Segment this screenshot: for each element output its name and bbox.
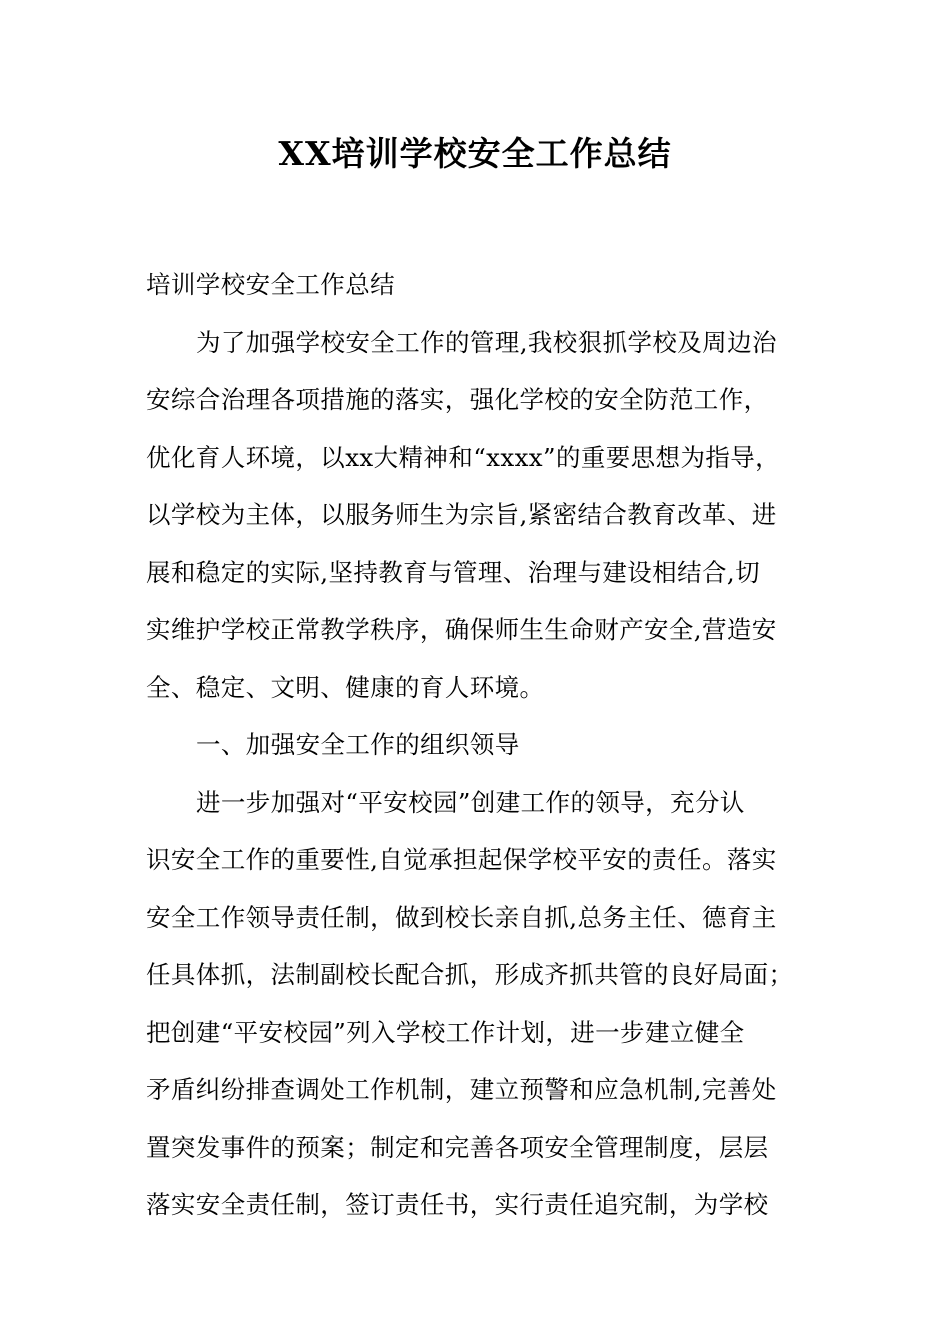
text-line: 落实安全责任制，签订责任书，实行责任追究制，为学校 xyxy=(146,1190,769,1219)
document-body xyxy=(146,256,826,1234)
text-line: 任具体抓，法制副校长配合抓，形成齐抓共管的良好局面； xyxy=(146,960,794,989)
text-line: 矛盾纠纷排查调处工作机制，建立预警和应急机制,完善处 xyxy=(146,1075,777,1104)
text-line: 展和稳定的实际,坚持教育与管理、治理与建设相结合,切 xyxy=(146,557,760,587)
text-line: 以学校为主体，以服务师生为宗旨,紧密结合教育改革、进 xyxy=(146,500,777,529)
text-line: 把创建“平安校园”列入学校工作计划，进一步建立健全 xyxy=(146,1017,745,1047)
text-line: 全、稳定、文明、健康的育人环境。 xyxy=(146,672,545,702)
text-line: 识安全工作的重要性,自觉承担起保学校平安的责任。落实 xyxy=(146,845,777,874)
document-title: XX培训学校安全工作总结 xyxy=(278,134,672,173)
section-heading: 一、加强安全工作的组织领导 xyxy=(196,730,520,759)
text-line: 置突发事件的预案；制定和完善各项安全管理制度，层层 xyxy=(146,1132,769,1162)
text-line: 培训学校安全工作总结 xyxy=(146,270,395,299)
text-line: 优化育人环境，以xx大精神和“xxxx”的重要思想为指导， xyxy=(146,442,781,472)
text-line: 为了加强学校安全工作的管理,我校狠抓学校及周边治 xyxy=(196,327,777,357)
text-line: 安全工作领导责任制，做到校长亲自抓,总务主任、德育主 xyxy=(146,902,777,932)
text-line: 安综合治理各项措施的落实，强化学校的安全防范工作， xyxy=(146,385,769,414)
text-line: 进一步加强对“平安校园”创建工作的领导，充分认 xyxy=(196,787,745,817)
text-line: 实维护学校正常教学秩序，确保师生生命财产安全,营造安 xyxy=(146,615,777,644)
